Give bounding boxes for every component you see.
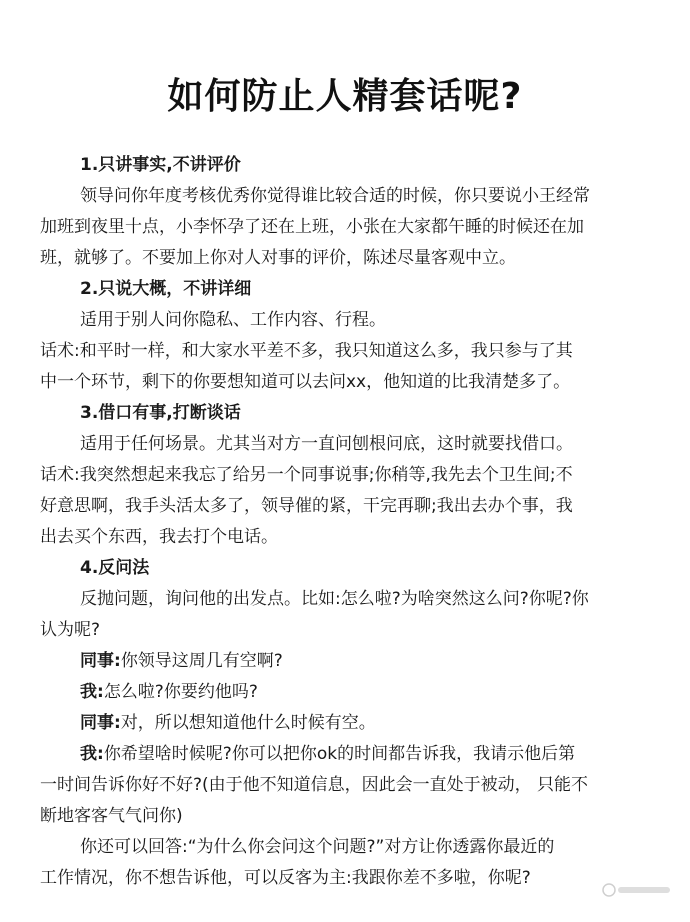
dialog-text: 你希望啥时候呢?你可以把你ok的时间都告诉我，我请示他后第 [103, 744, 576, 764]
section-heading: 1.只讲事实,不讲评价 [80, 155, 241, 175]
paragraph-line: 出去买个东西，我去打个电话。 [40, 527, 278, 547]
section-heading: 3.借口有事,打断谈话 [80, 403, 241, 423]
dialog-text: 你领导这周几有空啊? [120, 651, 283, 671]
dialog-speaker: 同事: [80, 713, 121, 733]
watermark-logo [602, 883, 672, 900]
paragraph-line: 适用于别人问你隐私、工作内容、行程。 [80, 310, 386, 330]
paragraph-line: 加班到夜里十点，小李怀孕了还在上班，小张在大家都午睡的时候还在加 [40, 217, 584, 237]
paragraph-line: 好意思啊，我手头活太多了，领导催的紧，干完再聊;我出去办个事，我 [40, 496, 573, 516]
dialog-speaker: 我: [80, 682, 104, 702]
section-heading: 4.反问法 [80, 558, 150, 578]
dialog-text: 对，所以想知道他什么时候有空。 [120, 713, 376, 733]
dialog-line [80, 739, 575, 770]
paragraph-line: 反抛问题，询问他的出发点。比如:怎么啦?为啥突然这么问?你呢?你 [80, 589, 589, 609]
paragraph-line: 话术:和平时一样，和大家水平差不多，我只知道这么多，我只参与了其 [40, 341, 573, 361]
dialog-line [80, 646, 283, 677]
watermark-icon [602, 883, 672, 897]
section-heading: 2.只说大概，不讲详细 [80, 279, 252, 299]
dialog-speaker: 同事: [80, 651, 121, 671]
paragraph-line: 班，就够了。不要加上你对人对事的评价，陈述尽量客观中立。 [40, 248, 516, 268]
dialog-line [80, 677, 258, 708]
dialog-line [80, 708, 376, 739]
page-title: 如何防止人精套话呢? [167, 76, 523, 117]
paragraph-line: 认为呢? [40, 620, 101, 640]
paragraph-line: 工作情况，你不想告诉他，可以反客为主:我跟你差不多啦，你呢? [40, 868, 531, 888]
paragraph-line: 一时间告诉你好不好?(由于他不知道信息，因此会一直处于被动， 只能不 [40, 775, 589, 795]
paragraph-line: 你还可以回答:“为什么你会问这个问题?”对方让你透露你最近的 [80, 837, 555, 857]
paragraph-line: 中一个环节，剩下的你要想知道可以去问xx，他知道的比我清楚多了。 [40, 372, 571, 392]
paragraph-line: 断地客客气气问你) [40, 806, 183, 826]
paragraph-line: 话术:我突然想起来我忘了给另一个同事说事;你稍等,我先去个卫生间;不 [40, 465, 573, 485]
dialog-text: 怎么啦?你要约他吗? [103, 682, 258, 702]
paragraph-line: 领导问你年度考核优秀你觉得谁比较合适的时候，你只要说小王经常 [80, 186, 590, 206]
paragraph-line: 适用于任何场景。尤其当对方一直问刨根问底，这时就要找借口。 [80, 434, 573, 454]
dialog-speaker: 我: [80, 744, 104, 764]
